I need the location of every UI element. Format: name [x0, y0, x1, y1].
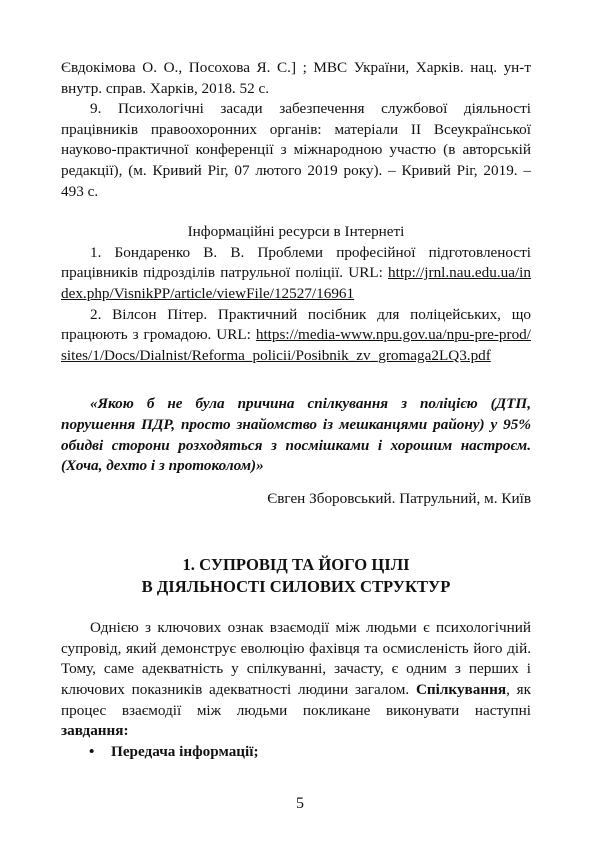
- bold-term-tasks: завдання:: [61, 722, 129, 740]
- section-heading: [61, 554, 531, 598]
- list-item: • Передача інформації;: [61, 742, 531, 763]
- document-page: [61, 58, 531, 762]
- resource-1-link[interactable]: http://jrnl.nau.edu.ua/index.php/VisnikPP/article/viewFile/12527/16961: [61, 264, 531, 302]
- internet-resource-1: 1. Бондаренко В. В. Проблеми професійної підготовленості працівників підрозділів патрульної поліції. URL: http://jrnl.nau.edu.ua/index.php/VisnikPP/article/viewFile/12527/16961: [61, 243, 531, 302]
- epigraph-quote: «Якою б не була причина спілкування з поліцією (ДТП, порушення ПДР, просто знайомство із мешканцями району) у 95% обидві сторони розходяться з посмішками і хорошим настроєм. (Хоча, дехто і з протоколом)»: [61, 395, 531, 475]
- section-heading-line-2: В ДІЯЛЬНОСТІ СИЛОВИХ СТРУКТУР: [141, 577, 451, 597]
- resource-2-link[interactable]: https://media-www.npu.gov.ua/npu-pre-prod/sites/1/Docs/Dialnist/Reforma_policii/Posibnik_zv_gromaga2LQ3.pdf: [61, 326, 531, 364]
- page-number: 5: [296, 795, 304, 812]
- section-heading-line-1: 1. СУПРОВІД ТА ЙОГО ЦІЛІ: [182, 555, 410, 575]
- task-list: [61, 742, 531, 763]
- reference-item-9: 9. Психологічні засади забезпечення службової діяльності працівників правоохоронних органів: матеріали II Всеукраїнської науково-практичної конференції з міжнародною участю (в авторській редакції), (м. Кривий Ріг, 07 лютого 2019 року). – Кривий Ріг, 2019. – 493 с.: [61, 100, 531, 200]
- internet-resources-heading: Інформаційні ресурси в Інтернеті: [187, 223, 405, 241]
- reference-continuation: Євдокімова О. О., Посохова Я. С.] ; МВС України, Харків. нац. ун-т внутр. справ. Харків, 2018. 52 с.: [61, 59, 531, 97]
- body-paragraph: Однією з ключових ознак взаємодії між людьми є психологічний супровід, який демонструє еволюцію фахівця та осмисленість його дій. Тому, саме адекватність у спілкуванні, зачасту, є одним з перших і ключових показників адекватності людини загалом. Спілкування, як процес взаємодії між людьми покликане виконувати наступні завдання:: [61, 619, 531, 740]
- epigraph-author: Євген Зборовський. Патрульний, м. Київ: [267, 489, 531, 507]
- internet-resource-2: 2. Вілсон Пітер. Практичний посібник для поліцейських, що працюють з громадою. URL: https://media-www.npu.gov.ua/npu-pre-prod/sites/1/Docs/Dialnist/Reforma_policii/Posibnik_zv_gromaga2LQ3.pdf: [61, 305, 531, 364]
- bullet-icon: •: [89, 742, 95, 760]
- bold-term-communication: Спілкування: [415, 681, 507, 699]
